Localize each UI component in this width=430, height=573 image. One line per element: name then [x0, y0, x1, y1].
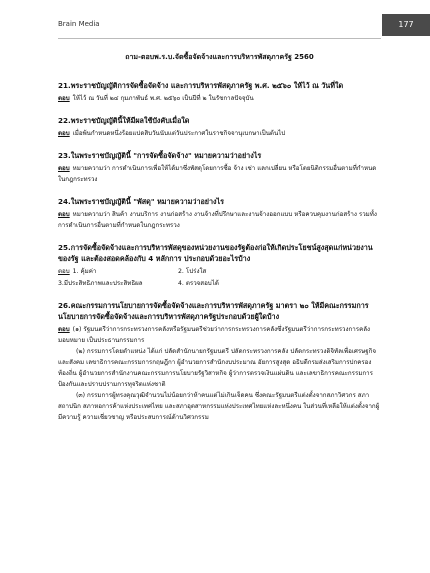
header-divider	[58, 38, 381, 39]
qa-content	[58, 80, 381, 434]
page-title: ถาม-ตอบพ.ร.บ.จัดซื้อจัดจ้างและการบริหารพัสดุภาครัฐ 2560	[125, 53, 314, 61]
choice-item	[178, 266, 298, 277]
question-text: 26.คณะกรรมการนโยบายการจัดซื้อจัดจ้างและการบริหารพัสดุภาครัฐ มาตรา ๒๐ ให้มีคณะกรรมการนโยบายการจัดซื้อจัดจ้างและการบริหารพัสดุภาครัฐประกอบด้วยผู้ใดบ้าง	[58, 301, 369, 321]
choice-text: 3.มีประสิทธิภาพและประสิทธิผล	[58, 280, 143, 287]
question-text: 23.ในพระราชบัญญัตินี้ "การจัดซื้อจัดจ้าง" หมายความว่าอย่างไร	[58, 151, 262, 160]
answer-label: ตอบ	[58, 268, 70, 275]
question-text: 21.พระราชบัญญัติการจัดซื้อจัดจ้าง และการบริหารพัสดุภาครัฐ พ.ศ. ๒๕๖๐ ให้ไว้ ณ วันที่ใด	[58, 81, 344, 90]
choice-text: 4. ตรวจสอบได้	[178, 280, 219, 287]
qa-item	[58, 150, 381, 185]
answer-text	[58, 93, 381, 104]
page-number-badge: 177	[382, 14, 430, 36]
choice-item	[58, 266, 178, 277]
qa-item	[58, 300, 381, 423]
answer-body: ให้ไว้ ณ วันที่ ๒๔ กุมภาพันธ์ พ.ศ. ๒๕๖๐ เป็นปีที่ ๒ ในรัชกาลปัจจุบัน	[72, 95, 254, 102]
answer-paragraph: (๓) กรรมการผู้ทรงคุณวุฒิจำนวนไม่น้อยกว่าห้าคนแต่ไม่เกินเจ็ดคน ซึ่งคณะรัฐมนตรีแต่งตั้งจากสภาวิศวกร สภาสถาปนิก สภาหอการค้าแห่งประเทศไทย และสภาอุตสาหกรรมแห่งประเทศไทยแห่งละหนึ่งคน ในส่วนที่เหลือให้แต่งตั้งจากผู้มีความรู้ ความเชี่ยวชาญ หรือประสบการณ์ด้านวิศวกรรม	[58, 392, 380, 421]
choice-item	[178, 278, 298, 289]
answer-body: หมายความว่า สินค้า งานบริการ งานก่อสร้าง งานจ้างที่ปรึกษาและงานจ้างออกแบบ หรือควบคุมงานก่อสร้าง รวมทั้งการดำเนินการอื่นตามที่กำหนดในกฎกระทรวง	[58, 211, 377, 229]
qa-item	[58, 196, 381, 231]
qa-item-choices	[58, 242, 381, 289]
qa-item	[58, 80, 381, 104]
question-text: 24.ในพระราชบัญญัตินี้ "พัสดุ" หมายความว่าอย่างไร	[58, 197, 225, 206]
page-header	[0, 0, 430, 44]
answer-label: ตอบ	[58, 211, 70, 218]
question-text: 25.การจัดซื้อจัดจ้างและการบริหารพัสดุของหน่วยงานของรัฐต้องก่อให้เกิดประโยชน์สูงสุดแก่หน่วยงานของรัฐ และต้องสอดคล้องกับ 4 หลักการ ประกอบด้วยอะไรบ้าง	[58, 243, 373, 263]
answer-label: ตอบ	[58, 95, 70, 102]
brand-name: Brain Media	[58, 20, 100, 28]
answer-text	[58, 209, 381, 231]
answer-label: ตอบ	[58, 130, 70, 137]
question-text: 22.พระราชบัญญัตินี้ให้มีผลใช้บังคับเมื่อใด	[58, 116, 190, 125]
choice-item	[58, 278, 178, 289]
answer-text	[58, 163, 381, 185]
answer-body: (๑) รัฐมนตรีว่าการกระทรวงการคลังหรือรัฐมนตรีช่วยว่าการกระทรวงการคลังซึ่งรัฐมนตรีว่าการกระทรวงการคลังมอบหมาย เป็นประธานกรรมการ	[58, 326, 371, 344]
answer-text	[58, 128, 381, 139]
answer-label: ตอบ	[58, 326, 70, 333]
answer-paragraph	[58, 324, 381, 346]
answer-body: เมื่อพ้นกำหนดหนึ่งร้อยแปดสิบวันนับแต่วันประกาศในราชกิจจานุเบกษาเป็นต้นไป	[72, 130, 286, 137]
choice-text: 1. คุ้มค่า	[72, 268, 97, 275]
choice-text: 2. โปร่งใส	[178, 268, 207, 275]
answer-paragraph: (๒) กรรมการโดยตำแหน่ง ได้แก่ ปลัดสำนักนายกรัฐมนตรี ปลัดกระทรวงการคลัง ปลัดกระทรวงดิจิทัลเพื่อเศรษฐกิจและสังคม เลขาธิการคณะกรรมการกฤษฎีกา ผู้อำนวยการสำนักงบประมาณ อัยการสูงสุด อธิบดีกรมส่งเสริมการปกครองท้องถิ่น ผู้อำนวยการสำนักงานคณะกรรมการนโยบายรัฐวิสาหกิจ ผู้ว่าการตรวจเงินแผ่นดิน และเลขาธิการคณะกรรมการป้องกันและปราบปรามการทุจริตแห่งชาติ	[58, 348, 377, 388]
choice-list	[58, 266, 381, 289]
answer-label: ตอบ	[58, 165, 70, 172]
qa-item	[58, 115, 381, 139]
answer-body: หมายความว่า การดำเนินการเพื่อให้ได้มาซึ่งพัสดุโดยการซื้อ จ้าง เช่า แลกเปลี่ยน หรือโดยนิติกรรมอื่นตามที่กำหนดในกฎกระทรวง	[58, 165, 377, 183]
